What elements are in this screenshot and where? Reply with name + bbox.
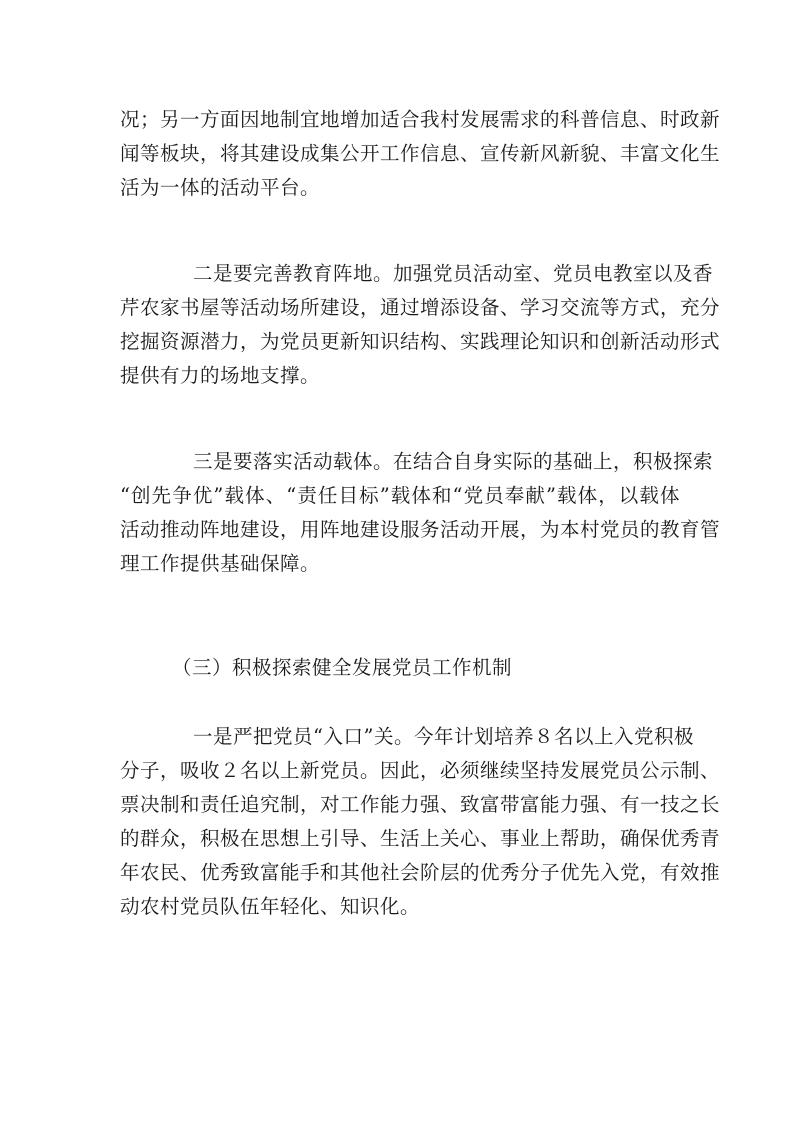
section-heading xyxy=(120,651,680,685)
text-line: 三是要落实活动载体。在结合自身实际的基础上，积极探索 xyxy=(193,450,714,473)
text-line: 动农村党员队伍年轻化、知识化。 xyxy=(120,895,421,918)
text-line: 闻等板块，将其建设成集公开工作信息、宣传新风新貌、丰富文化生 xyxy=(120,142,721,165)
text-line: 分子，吸收２名以上新党员。因此，必须继续坚持发展党员公示制、 xyxy=(120,759,721,782)
text-line: 一是严把党员“入口”关。今年计划培养８名以上入党积极 xyxy=(193,725,694,748)
text-line: 二是要完善教育阵地。加强党员活动室、党员电教室以及香 xyxy=(193,262,714,285)
paragraph-continuation xyxy=(120,103,721,205)
text-line: “创先争优”载体、“责任目标”载体和“党员奉献”载体，以载体 xyxy=(120,484,680,507)
paragraph-education-base xyxy=(120,257,721,393)
text-line: 活动推动阵地建设，用阵地建设服务活动开展，为本村党员的教育管 xyxy=(120,518,721,541)
text-line: 的群众，积极在思想上引导、生活上关心、事业上帮助，确保优秀青 xyxy=(120,827,721,850)
text-line: 况；另一方面因地制宜地增加适合我村发展需求的科普信息、时政新 xyxy=(120,108,721,131)
heading-text: （三）积极探索健全发展党员工作机制 xyxy=(172,656,513,679)
paragraph-activity-carrier xyxy=(120,445,721,581)
text-line: 年农民、优秀致富能手和其他社会阶层的优秀分子优先入党，有效推 xyxy=(120,861,721,884)
text-line: 芹农家书屋等活动场所建设，通过增添设备、学习交流等方式，充分 xyxy=(120,296,721,319)
text-line: 票决制和责任追究制，对工作能力强、致富带富能力强、有一技之长 xyxy=(120,793,721,816)
paragraph-member-entry xyxy=(120,720,721,924)
text-line: 理工作提供基础保障。 xyxy=(120,552,321,575)
text-line: 提供有力的场地支撑。 xyxy=(120,364,321,387)
text-line: 活为一体的活动平台。 xyxy=(120,176,321,199)
text-line: 挖掘资源潜力，为党员更新知识结构、实践理论知识和创新活动形式 xyxy=(120,330,721,353)
